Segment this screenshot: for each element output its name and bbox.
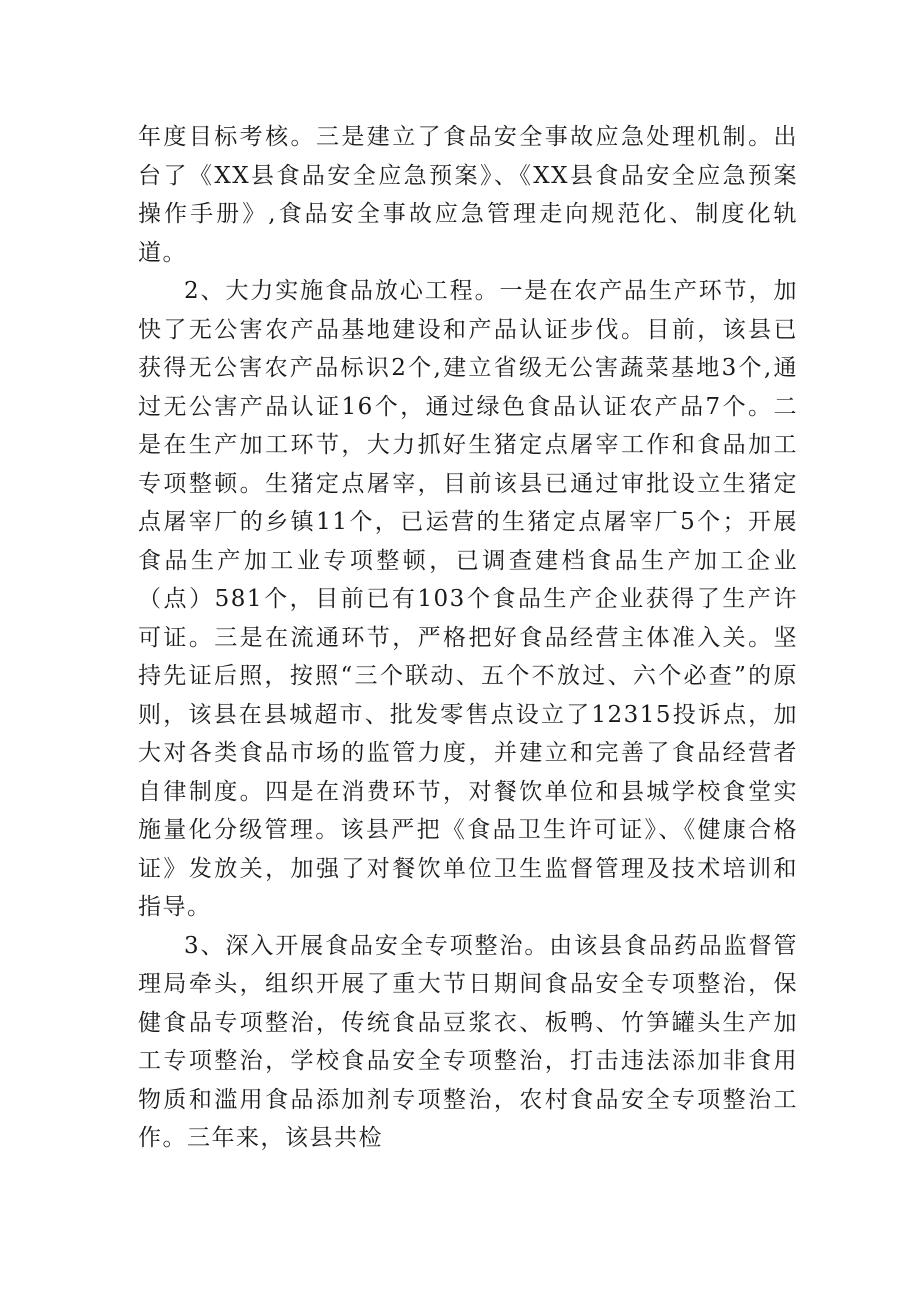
document-body: [138, 118, 798, 1158]
paragraph-1: 年度目标考核。三是建立了食品安全事故应急处理机制。出台了《XX县食品安全应急预案》、《XX县食品安全应急预案操作手册》,食品安全事故应急管理走向规范化、制度化轨道。: [138, 124, 798, 266]
paragraph-3: 3、深入开展食品安全专项整治。由该县食品药品监督管理局牵头，组织开展了重大节日期间食品安全专项整治，保健食品专项整治，传统食品豆浆衣、板鸭、竹笋罐头生产加工专项整治，学校食品安全专项整治，打击违法添加非食用物质和滥用食品添加剂专项整治，农村食品安全专项整治工作。三年来，该县共检: [138, 932, 798, 1151]
paragraph-2: 2、大力实施食品放心工程。一是在农产品生产环节，加快了无公害农产品基地建设和产品认证步伐。目前，该县已获得无公害农产品标识2个,建立省级无公害蔬菜基地3个,通过无公害产品认证16个，通过绿色食品认证农产品7个。二是在生产加工环节，大力抓好生猪定点屠宰工作和食品加工专项整顿。生猪定点屠宰，目前该县已通过审批设立生猪定点屠宰厂的乡镇11个，已运营的生猪定点屠宰厂5个；开展食品生产加工业专项整顿，已调查建档食品生产加工企业（点）581个，目前已有103个食品生产企业获得了生产许可证。三是在流通环节，严格把好食品经营主体准入关。坚持先证后照，按照“三个联动、五个不放过、六个必查”的原则，该县在县城超市、批发零售点设立了12315投诉点，加大对各类食品市场的监管力度，并建立和完善了食品经营者自律制度。四是在消费环节，对餐饮单位和县城学校食堂实施量化分级管理。该县严把《食品卫生许可证》、《健康合格证》发放关，加强了对餐饮单位卫生监督管理及技术培训和指导。: [138, 278, 798, 920]
